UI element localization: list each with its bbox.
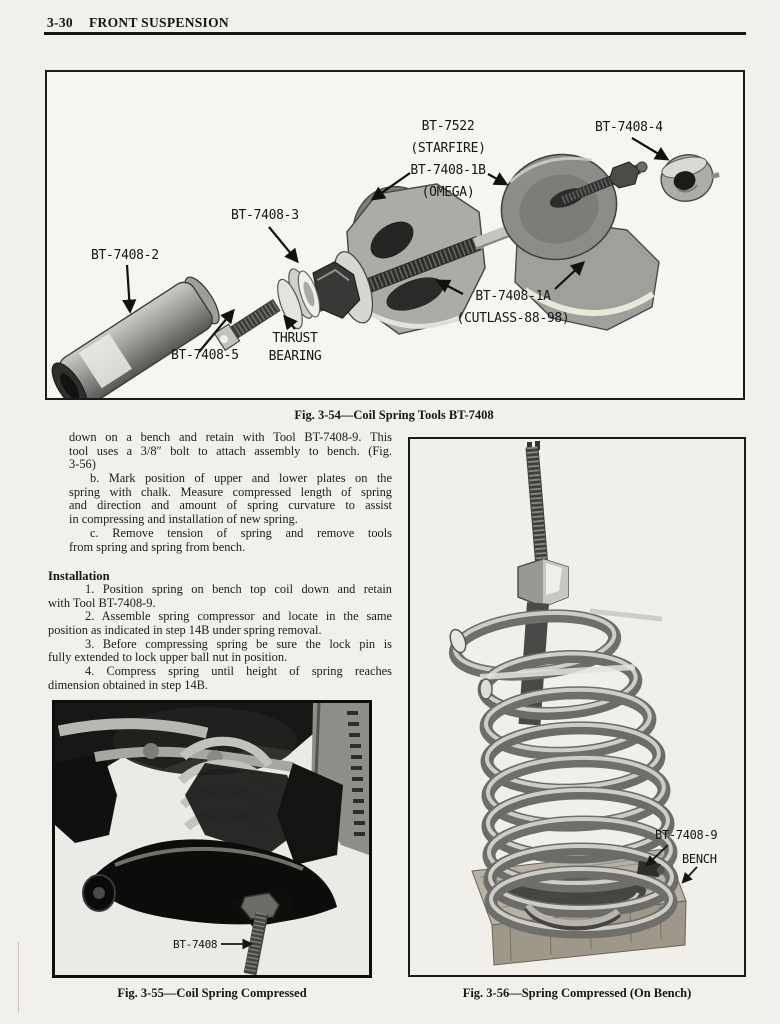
- label-lower-plate-line1: BT-7408-1A: [475, 289, 551, 304]
- page-title: FRONT SUSPENSION: [89, 15, 229, 30]
- figure-3-55: [52, 700, 372, 978]
- figure-3-55-caption: Fig. 3-55—Coil Spring Compressed: [117, 986, 307, 1000]
- label-tool-rod: BT-7408: [173, 938, 218, 951]
- label-thrust-bearing: [249, 330, 341, 366]
- label-cap: BT-7408-4: [595, 120, 663, 135]
- text-line: spring with chalk. Measure compressed length of spring: [69, 484, 392, 499]
- arrow-cap: [632, 138, 667, 159]
- text-line: from spring and spring from bench.: [69, 539, 246, 554]
- linkage-joint: [143, 743, 159, 759]
- text-line: 4. Compress spring until height of spring reaches: [85, 664, 392, 679]
- arrow-socket: [127, 265, 130, 311]
- label-thrust-line2: BEARING: [268, 349, 322, 364]
- scan-artifact-line: [18, 942, 19, 1012]
- figure-3-54: [45, 70, 745, 400]
- label-bolt: BT-7408-5: [171, 348, 239, 363]
- text-line: with Tool BT-7408-9.: [48, 595, 156, 610]
- text-line: c. Remove tension of spring and remove tools: [90, 525, 392, 540]
- text-line: b. Mark position of upper and lower plates on the: [90, 471, 392, 486]
- label-lower-plate: [445, 286, 581, 330]
- text-line: 2. Assemble spring compressor and locate in the same: [85, 609, 392, 624]
- label-retainer-tool: BT-7408-9: [655, 828, 718, 842]
- text-line: dimension obtained in step 14B.: [48, 677, 209, 692]
- text-line: 1. Position spring on bench top coil down and retain: [85, 582, 392, 596]
- cap-drawing: [656, 148, 723, 207]
- figure-3-56: [408, 437, 746, 977]
- label-upper-plate: [392, 116, 504, 204]
- label-nut: BT-7408-3: [231, 208, 299, 223]
- label-upper-plate-line3: BT-7408-1B: [410, 163, 486, 178]
- figure-3-56-caption: Fig. 3-56—Spring Compressed (On Bench): [462, 986, 692, 1000]
- label-upper-plate-line1: BT-7522: [421, 119, 475, 134]
- bushing-center: [93, 887, 105, 899]
- removal-text: [46, 431, 392, 554]
- installation-heading: Installation: [48, 569, 110, 583]
- text-line: in compressing and installation of new spring.: [69, 512, 298, 527]
- page-number: 3-30: [47, 15, 73, 30]
- label-bench: BENCH: [682, 852, 717, 866]
- label-socket: BT-7408-2: [91, 248, 159, 263]
- installation-text: [46, 583, 392, 693]
- text-line: 3. Before compressing spring be sure the lock pin is: [85, 636, 392, 651]
- label-upper-plate-line2: (STARFIRE): [410, 141, 486, 156]
- figure-3-54-caption: Fig. 3-54—Coil Spring Tools BT-7408: [294, 408, 494, 422]
- spring-on-bench-photo: [410, 439, 744, 975]
- coil-spring-compressed-photo: [55, 703, 369, 975]
- text-line: 3-56): [69, 457, 96, 472]
- arrow-nut: [269, 227, 297, 261]
- label-lower-plate-line2: (CUTLASS-88-98): [456, 311, 570, 326]
- text-line: tool uses a 3/8″ bolt to attach assembly to bench. (Fig.: [69, 443, 392, 458]
- text-line: down on a bench and retain with Tool BT-7408-9. This: [69, 430, 392, 444]
- label-upper-plate-line4: (OMEGA): [421, 185, 475, 200]
- header-rule: [44, 32, 746, 35]
- socket-tool-drawing: [47, 272, 225, 398]
- text-line: and direction and amount of spring curvature to assist: [69, 498, 392, 513]
- ball-nut: [518, 559, 568, 607]
- text-line: fully extended to lock upper ball nut in position.: [48, 650, 288, 665]
- text-line: position as indicated in step 14B under spring removal.: [48, 623, 322, 638]
- label-thrust-line1: THRUST: [272, 331, 318, 346]
